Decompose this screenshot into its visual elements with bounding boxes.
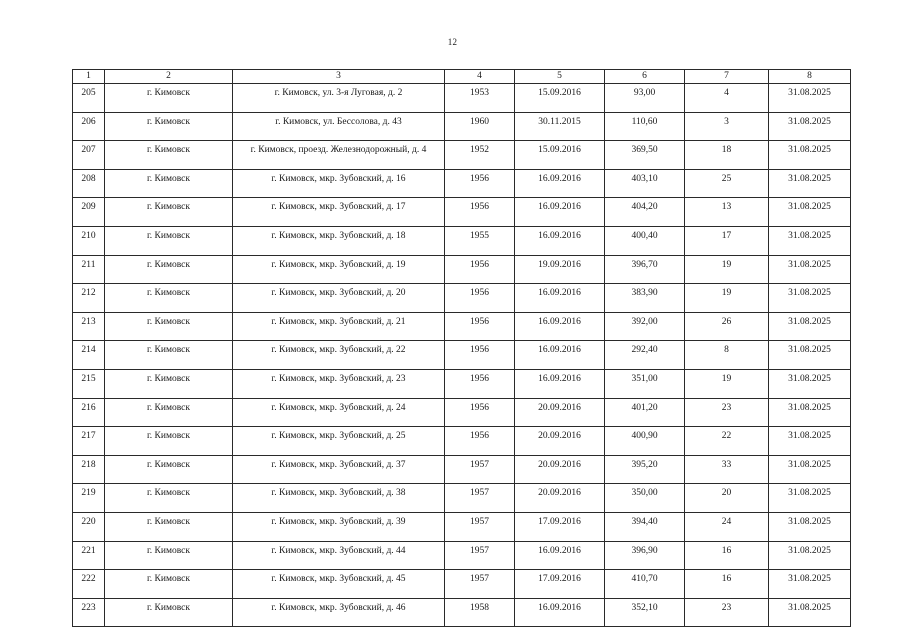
municipality-cell: г. Кимовск: [105, 484, 233, 513]
row-number-cell: 208: [73, 169, 105, 198]
build-year-cell: 1960: [445, 112, 515, 141]
build-year-cell: 1957: [445, 455, 515, 484]
deadline-date-cell: 31.08.2025: [769, 169, 851, 198]
total-area-cell: 110,60: [605, 112, 685, 141]
survey-date-cell: 20.09.2016: [515, 427, 605, 456]
table-row: [73, 512, 851, 541]
address-cell: г. Кимовск, мкр. Зубовский, д. 46: [233, 598, 445, 627]
total-area-cell: 404,20: [605, 198, 685, 227]
municipality-cell: г. Кимовск: [105, 226, 233, 255]
total-area-cell: 392,00: [605, 312, 685, 341]
survey-date-cell: 16.09.2016: [515, 284, 605, 313]
residents-count-cell: 33: [685, 455, 769, 484]
build-year-cell: 1956: [445, 169, 515, 198]
row-number-cell: 205: [73, 84, 105, 113]
total-area-cell: 350,00: [605, 484, 685, 513]
total-area-cell: 292,40: [605, 341, 685, 370]
column-header: 4: [445, 70, 515, 84]
deadline-date-cell: 31.08.2025: [769, 598, 851, 627]
total-area-cell: 352,10: [605, 598, 685, 627]
survey-date-cell: 16.09.2016: [515, 541, 605, 570]
address-cell: г. Кимовск, проезд. Железнодорожный, д. 4: [233, 141, 445, 170]
survey-date-cell: 19.09.2016: [515, 255, 605, 284]
row-number-cell: 207: [73, 141, 105, 170]
survey-date-cell: 16.09.2016: [515, 198, 605, 227]
table-row: [73, 427, 851, 456]
row-number-cell: 221: [73, 541, 105, 570]
residents-count-cell: 18: [685, 141, 769, 170]
survey-date-cell: 30.11.2015: [515, 112, 605, 141]
table-row: [73, 255, 851, 284]
build-year-cell: 1956: [445, 198, 515, 227]
total-area-cell: 410,70: [605, 570, 685, 599]
municipality-cell: г. Кимовск: [105, 455, 233, 484]
table-row: [73, 141, 851, 170]
total-area-cell: 93,00: [605, 84, 685, 113]
header-row: [73, 70, 851, 84]
row-number-cell: 212: [73, 284, 105, 313]
municipality-cell: г. Кимовск: [105, 427, 233, 456]
municipality-cell: г. Кимовск: [105, 312, 233, 341]
build-year-cell: 1957: [445, 484, 515, 513]
deadline-date-cell: 31.08.2025: [769, 398, 851, 427]
residents-count-cell: 3: [685, 112, 769, 141]
residents-count-cell: 26: [685, 312, 769, 341]
municipality-cell: г. Кимовск: [105, 598, 233, 627]
table-row: [73, 598, 851, 627]
residents-count-cell: 19: [685, 369, 769, 398]
survey-date-cell: 15.09.2016: [515, 84, 605, 113]
residents-count-cell: 4: [685, 84, 769, 113]
survey-date-cell: 16.09.2016: [515, 341, 605, 370]
row-number-cell: 217: [73, 427, 105, 456]
address-cell: г. Кимовск, мкр. Зубовский, д. 45: [233, 570, 445, 599]
residents-count-cell: 19: [685, 255, 769, 284]
row-number-cell: 209: [73, 198, 105, 227]
residents-count-cell: 13: [685, 198, 769, 227]
municipality-cell: г. Кимовск: [105, 369, 233, 398]
municipality-cell: г. Кимовск: [105, 512, 233, 541]
survey-date-cell: 16.09.2016: [515, 369, 605, 398]
table-row: [73, 226, 851, 255]
survey-date-cell: 20.09.2016: [515, 398, 605, 427]
municipality-cell: г. Кимовск: [105, 112, 233, 141]
row-number-cell: 222: [73, 570, 105, 599]
table-header: [73, 70, 851, 84]
total-area-cell: 396,90: [605, 541, 685, 570]
column-header: 7: [685, 70, 769, 84]
deadline-date-cell: 31.08.2025: [769, 112, 851, 141]
residents-count-cell: 23: [685, 598, 769, 627]
table-row: [73, 112, 851, 141]
deadline-date-cell: 31.08.2025: [769, 84, 851, 113]
row-number-cell: 211: [73, 255, 105, 284]
municipality-cell: г. Кимовск: [105, 570, 233, 599]
table-row: [73, 484, 851, 513]
column-header: 2: [105, 70, 233, 84]
build-year-cell: 1958: [445, 598, 515, 627]
residents-count-cell: 19: [685, 284, 769, 313]
deadline-date-cell: 31.08.2025: [769, 198, 851, 227]
total-area-cell: 403,10: [605, 169, 685, 198]
total-area-cell: 395,20: [605, 455, 685, 484]
deadline-date-cell: 31.08.2025: [769, 512, 851, 541]
survey-date-cell: 15.09.2016: [515, 141, 605, 170]
column-header: 8: [769, 70, 851, 84]
address-cell: г. Кимовск, мкр. Зубовский, д. 24: [233, 398, 445, 427]
row-number-cell: 210: [73, 226, 105, 255]
deadline-date-cell: 31.08.2025: [769, 255, 851, 284]
deadline-date-cell: 31.08.2025: [769, 312, 851, 341]
municipality-cell: г. Кимовск: [105, 398, 233, 427]
table-row: [73, 84, 851, 113]
table-row: [73, 541, 851, 570]
address-cell: г. Кимовск, мкр. Зубовский, д. 44: [233, 541, 445, 570]
row-number-cell: 218: [73, 455, 105, 484]
address-cell: г. Кимовск, мкр. Зубовский, д. 16: [233, 169, 445, 198]
column-header: 3: [233, 70, 445, 84]
row-number-cell: 213: [73, 312, 105, 341]
row-number-cell: 215: [73, 369, 105, 398]
table-row: [73, 341, 851, 370]
residents-count-cell: 16: [685, 570, 769, 599]
address-cell: г. Кимовск, ул. Бессолова, д. 43: [233, 112, 445, 141]
row-number-cell: 219: [73, 484, 105, 513]
total-area-cell: 396,70: [605, 255, 685, 284]
survey-date-cell: 16.09.2016: [515, 598, 605, 627]
address-cell: г. Кимовск, мкр. Зубовский, д. 17: [233, 198, 445, 227]
survey-date-cell: 16.09.2016: [515, 226, 605, 255]
address-cell: г. Кимовск, мкр. Зубовский, д. 23: [233, 369, 445, 398]
total-area-cell: 400,90: [605, 427, 685, 456]
survey-date-cell: 16.09.2016: [515, 312, 605, 341]
address-cell: г. Кимовск, ул. 3-я Луговая, д. 2: [233, 84, 445, 113]
build-year-cell: 1957: [445, 512, 515, 541]
deadline-date-cell: 31.08.2025: [769, 427, 851, 456]
address-cell: г. Кимовск, мкр. Зубовский, д. 39: [233, 512, 445, 541]
residents-count-cell: 8: [685, 341, 769, 370]
column-header: 5: [515, 70, 605, 84]
build-year-cell: 1957: [445, 570, 515, 599]
municipality-cell: г. Кимовск: [105, 198, 233, 227]
deadline-date-cell: 31.08.2025: [769, 455, 851, 484]
residents-count-cell: 20: [685, 484, 769, 513]
build-year-cell: 1956: [445, 312, 515, 341]
table-row: [73, 398, 851, 427]
table-row: [73, 570, 851, 599]
deadline-date-cell: 31.08.2025: [769, 570, 851, 599]
deadline-date-cell: 31.08.2025: [769, 484, 851, 513]
municipality-cell: г. Кимовск: [105, 255, 233, 284]
deadline-date-cell: 31.08.2025: [769, 369, 851, 398]
residents-count-cell: 22: [685, 427, 769, 456]
address-cell: г. Кимовск, мкр. Зубовский, д. 25: [233, 427, 445, 456]
survey-date-cell: 20.09.2016: [515, 455, 605, 484]
build-year-cell: 1956: [445, 369, 515, 398]
address-cell: г. Кимовск, мкр. Зубовский, д. 20: [233, 284, 445, 313]
table-row: [73, 369, 851, 398]
municipality-cell: г. Кимовск: [105, 284, 233, 313]
build-year-cell: 1957: [445, 541, 515, 570]
build-year-cell: 1956: [445, 284, 515, 313]
deadline-date-cell: 31.08.2025: [769, 141, 851, 170]
municipality-cell: г. Кимовск: [105, 341, 233, 370]
residents-count-cell: 16: [685, 541, 769, 570]
table-row: [73, 312, 851, 341]
deadline-date-cell: 31.08.2025: [769, 341, 851, 370]
address-cell: г. Кимовск, мкр. Зубовский, д. 21: [233, 312, 445, 341]
total-area-cell: 383,90: [605, 284, 685, 313]
survey-date-cell: 17.09.2016: [515, 570, 605, 599]
page-number: 12: [447, 37, 458, 47]
deadline-date-cell: 31.08.2025: [769, 284, 851, 313]
deadline-date-cell: 31.08.2025: [769, 541, 851, 570]
residents-count-cell: 25: [685, 169, 769, 198]
residents-count-cell: 17: [685, 226, 769, 255]
address-cell: г. Кимовск, мкр. Зубовский, д. 22: [233, 341, 445, 370]
municipality-cell: г. Кимовск: [105, 141, 233, 170]
municipality-cell: г. Кимовск: [105, 84, 233, 113]
build-year-cell: 1956: [445, 255, 515, 284]
table-row: [73, 169, 851, 198]
build-year-cell: 1953: [445, 84, 515, 113]
row-number-cell: 220: [73, 512, 105, 541]
housing-registry-table: [72, 69, 851, 627]
total-area-cell: 400,40: [605, 226, 685, 255]
address-cell: г. Кимовск, мкр. Зубовский, д. 18: [233, 226, 445, 255]
column-header: 6: [605, 70, 685, 84]
residents-count-cell: 23: [685, 398, 769, 427]
total-area-cell: 369,50: [605, 141, 685, 170]
row-number-cell: 206: [73, 112, 105, 141]
build-year-cell: 1956: [445, 341, 515, 370]
address-cell: г. Кимовск, мкр. Зубовский, д. 19: [233, 255, 445, 284]
build-year-cell: 1956: [445, 398, 515, 427]
table-row: [73, 284, 851, 313]
survey-date-cell: 17.09.2016: [515, 512, 605, 541]
total-area-cell: 401,20: [605, 398, 685, 427]
municipality-cell: г. Кимовск: [105, 169, 233, 198]
build-year-cell: 1952: [445, 141, 515, 170]
table-row: [73, 455, 851, 484]
residents-count-cell: 24: [685, 512, 769, 541]
row-number-cell: 223: [73, 598, 105, 627]
total-area-cell: 394,40: [605, 512, 685, 541]
survey-date-cell: 16.09.2016: [515, 169, 605, 198]
row-number-cell: 216: [73, 398, 105, 427]
address-cell: г. Кимовск, мкр. Зубовский, д. 38: [233, 484, 445, 513]
table-row: [73, 198, 851, 227]
row-number-cell: 214: [73, 341, 105, 370]
municipality-cell: г. Кимовск: [105, 541, 233, 570]
address-cell: г. Кимовск, мкр. Зубовский, д. 37: [233, 455, 445, 484]
column-header: 1: [73, 70, 105, 84]
deadline-date-cell: 31.08.2025: [769, 226, 851, 255]
table-body: [73, 84, 851, 627]
build-year-cell: 1955: [445, 226, 515, 255]
survey-date-cell: 20.09.2016: [515, 484, 605, 513]
build-year-cell: 1956: [445, 427, 515, 456]
total-area-cell: 351,00: [605, 369, 685, 398]
